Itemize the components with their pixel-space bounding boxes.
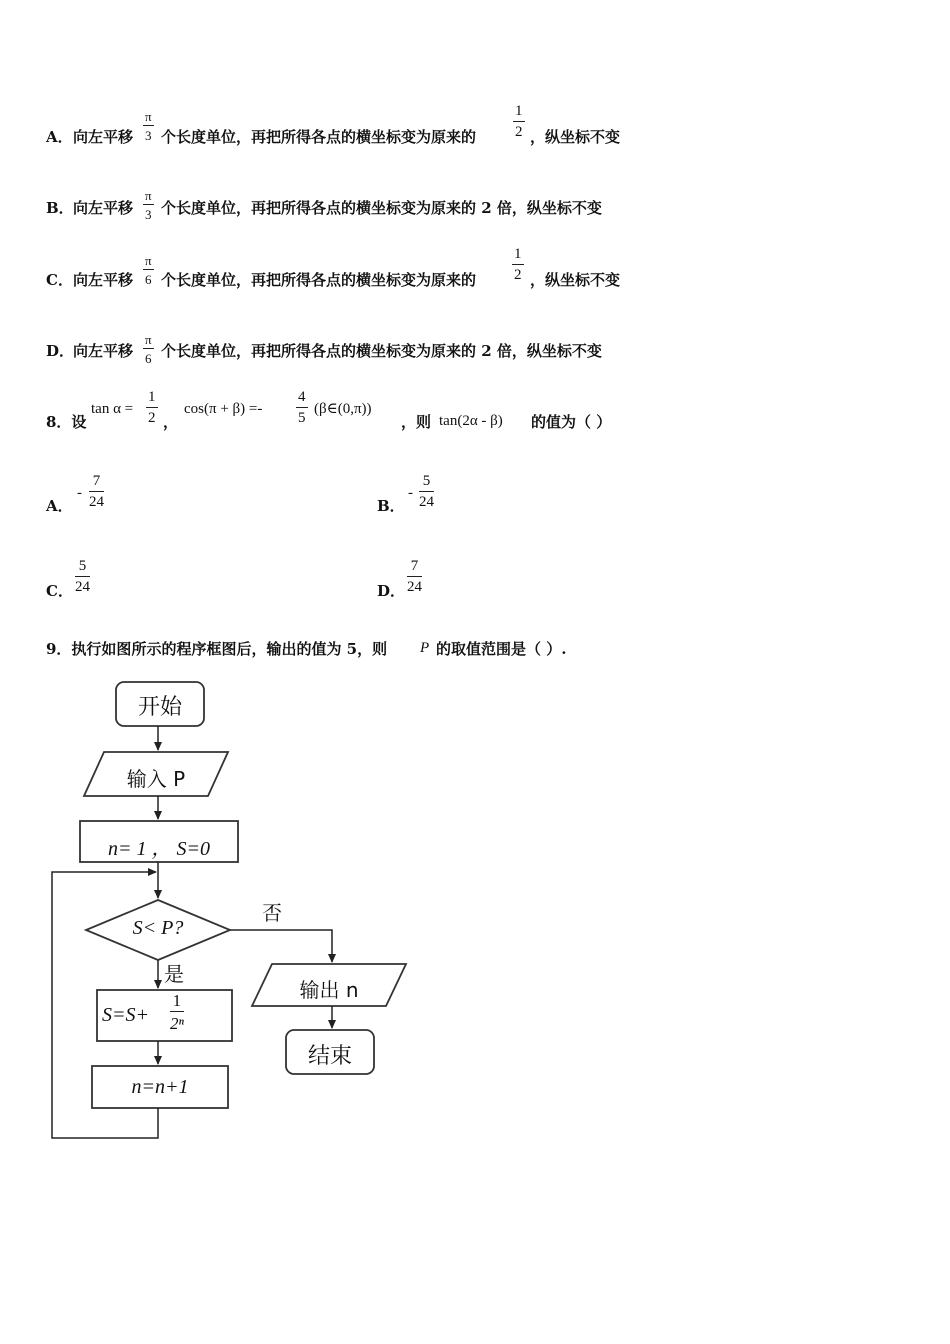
fraction-pi-6: $\frac{\pi}{6}$ <box>145 253 152 287</box>
condition-label: S< P? <box>132 917 184 939</box>
fraction-1-2: $\frac{1}{2}$ <box>515 103 523 140</box>
option-text-post: ，纵坐标不变 <box>530 271 621 289</box>
end-label: 结束 <box>307 1044 352 1069</box>
fraction-5-24: $\frac{5}{24}$ <box>75 558 90 595</box>
question-stem-pre: 9．执行如图所示的程序框图后，输出的值为 5，则 <box>46 640 388 658</box>
target-expression: tan(2α - β) <box>439 413 503 429</box>
option-label: D． <box>46 342 75 360</box>
variable-p: P <box>420 640 430 656</box>
option-label: A． <box>46 128 73 146</box>
option-text-mid: 个长度单位，再把所得各点的横坐标变为原来的 <box>161 271 477 289</box>
minus-sign: - <box>77 485 82 501</box>
choice-label: C． <box>46 582 73 600</box>
choice-label: D． <box>377 582 406 600</box>
option-label: C． <box>46 271 73 289</box>
fraction-1-2: $\frac{1}{2}$ <box>514 246 522 283</box>
fraction-4-5: $\frac{4}{5}$ <box>298 389 306 426</box>
update-n-label: n=n+1 <box>131 1076 189 1098</box>
option-text-mid: 个长度单位，再把所得各点的横坐标变为原来的 2 倍，纵坐标不变 <box>161 199 602 217</box>
input-label: 输入 P <box>126 767 186 791</box>
output-label: 输出 n <box>299 978 359 1002</box>
yes-label: 是 <box>164 962 184 986</box>
init-label: n= 1 ， S=0 <box>108 838 210 860</box>
option-text-mid: 个长度单位，再把所得各点的横坐标变为原来的 2 倍，纵坐标不变 <box>161 342 602 360</box>
update-s-label: S=S+ <box>102 1004 149 1026</box>
fraction-7-24: $\frac{7}{24}$ <box>407 558 422 595</box>
no-label: 否 <box>262 901 282 925</box>
cos-expression: cos(π + β) =- <box>184 401 263 417</box>
start-label: 开始 <box>137 695 182 720</box>
question-number: 8．设 <box>46 413 87 431</box>
fraction-pi-6: $\frac{\pi}{6}$ <box>145 332 152 366</box>
option-text-pre: 向左平移 <box>73 271 134 289</box>
tan-expression: tan α = <box>91 401 134 417</box>
fraction-7-24: $\frac{7}{24}$ <box>89 473 104 510</box>
fraction-5-24: $\frac{5}{24}$ <box>419 473 434 510</box>
option-label: B． <box>46 199 74 217</box>
then-text: ，则 <box>401 413 432 431</box>
fraction-1-2: $\frac{1}{2}$ <box>148 389 156 426</box>
choice-label: B． <box>377 497 405 515</box>
option-text-post: ，纵坐标不变 <box>530 128 621 146</box>
fraction-1-over-2n: $\frac{1}{\text{2ⁿ}}$ <box>170 991 184 1033</box>
option-text-mid: 个长度单位，再把所得各点的横坐标变为原来的 <box>161 128 477 146</box>
choice-label: A． <box>46 497 73 515</box>
option-text-pre: 向左平移 <box>73 128 134 146</box>
minus-sign: - <box>408 485 413 501</box>
question-stem-post: 的取值范围是（ ）. <box>436 640 567 658</box>
fraction-pi-3: $\frac{\pi}{3}$ <box>145 109 152 143</box>
question-tail: 的值为（ ） <box>531 413 612 431</box>
option-text-pre: 向左平移 <box>73 342 134 360</box>
option-text-pre: 向左平移 <box>73 199 134 217</box>
beta-domain: (β∈(0,π)) <box>314 401 372 417</box>
fraction-pi-3: $\frac{\pi}{3}$ <box>145 188 152 222</box>
comma: ， <box>163 413 179 431</box>
